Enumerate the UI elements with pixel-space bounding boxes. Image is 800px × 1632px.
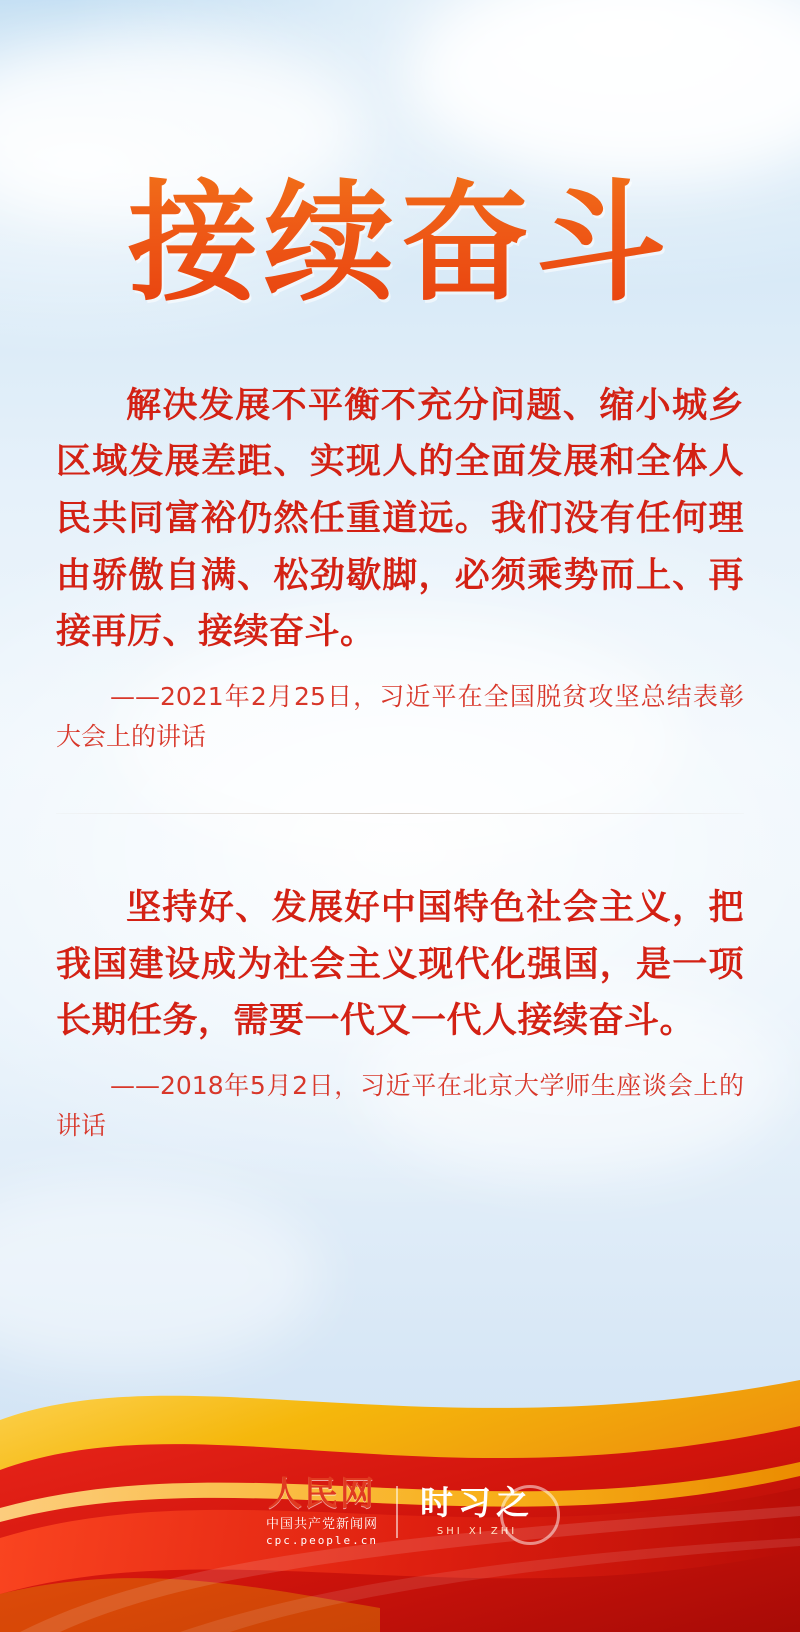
people-logo-sub-text: 中国共产党新闻网 (265, 1517, 378, 1532)
logo-separator (396, 1486, 398, 1538)
seal-circle-icon (500, 1485, 560, 1545)
footer-logos (0, 1474, 800, 1547)
column-logo-sub-text: SHI XI ZHI (436, 1526, 518, 1537)
people-logo-main-text: 人民网 (268, 1474, 376, 1514)
column-logo-main-text: 时习之 (420, 1483, 535, 1522)
people-logo-url: cpc.people.cn (265, 1534, 379, 1547)
quote-block-1 (0, 378, 800, 757)
people-daily-logo[interactable] (265, 1474, 379, 1547)
quote-source: ——2018年5月2日，习近平在北京大学师生座谈会上的讲话 (56, 1071, 744, 1140)
divider (56, 813, 744, 814)
quote-text: 坚持好、发展好中国特色社会主义，把我国建设成为社会主义现代化强国，是一项长期任务，需要一代又一代人接续奋斗。 (56, 887, 744, 1042)
page-title: 接续奋斗 (0, 0, 800, 318)
column-logo[interactable] (416, 1483, 535, 1537)
quote-source: ——2021年2月25日，习近平在全国脱贫攻坚总结表彰大会上的讲话 (56, 681, 744, 751)
quote-block-2 (0, 880, 800, 1146)
ribbon-decoration (0, 1302, 800, 1632)
quote-text: 解决发展不平衡不充分问题、缩小城乡区域发展差距、实现人的全面发展和全体人民共同富裕仍然任重道远。我们没有任何理由骄傲自满、松劲歇脚，必须乘势而上、再接再厉、接续奋斗。 (56, 385, 744, 653)
